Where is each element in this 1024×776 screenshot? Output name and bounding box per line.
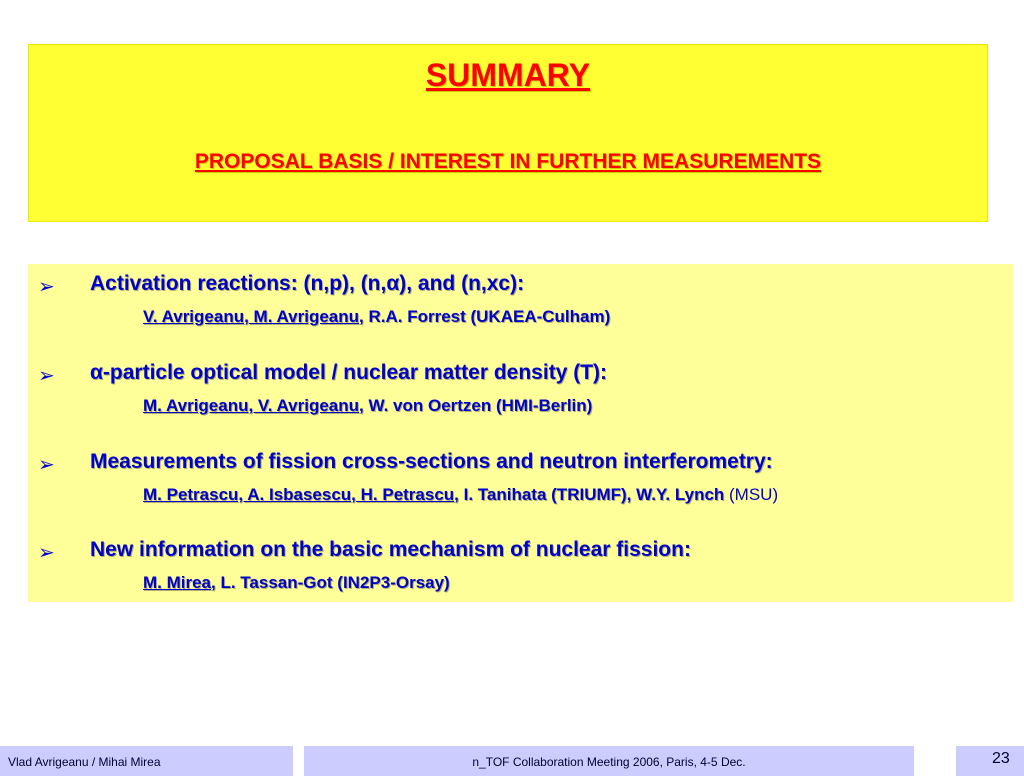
item-names-rest: , W. von Oertzen (HMI-Berlin) [359, 396, 593, 415]
slide-title: SUMMARY [425, 57, 591, 93]
item-names [143, 573, 450, 593]
arrow-bullet-icon: ➢ [38, 454, 55, 476]
footer-page-number: 23 [956, 746, 1024, 776]
content-box [28, 264, 1013, 602]
item-heading: Measurements of fission cross-sections and neutron interferometry: [90, 450, 773, 473]
item-names-underlined: M. Mirea [143, 573, 212, 592]
item-names-underlined: M. Petrascu, A. Isbasescu, H. Petrascu [143, 485, 455, 504]
item-names [143, 307, 610, 327]
item-heading: New information on the basic mechanism of nuclear fission: [90, 538, 691, 561]
item-names [143, 485, 778, 505]
item-names-rest: , R.A. Forrest (UKAEA-Culham) [359, 307, 611, 326]
item-heading: α-particle optical model / nuclear matter density (T): [90, 361, 608, 384]
item-names-rest: , L. Tassan-Got (IN2P3-Orsay) [211, 573, 450, 592]
item-names-underlined: V. Avrigeanu, M. Avrigeanu [143, 307, 360, 326]
arrow-bullet-icon: ➢ [38, 276, 55, 298]
arrow-bullet-icon: ➢ [38, 365, 55, 387]
item-names-rest: , I. Tanihata (TRIUMF), W.Y. Lynch [454, 485, 725, 504]
item-names-plain: (MSU) [724, 485, 779, 504]
arrow-bullet-icon: ➢ [38, 542, 55, 564]
title-box [28, 44, 988, 222]
footer-authors: Vlad Avrigeanu / Mihai Mirea [0, 746, 293, 776]
item-heading: Activation reactions: (n,p), (n,α), and (n,xc): [90, 272, 525, 295]
slide-subtitle: PROPOSAL BASIS / INTEREST IN FURTHER MEASUREMENTS [194, 150, 822, 173]
item-names-underlined: M. Avrigeanu, V. Avrigeanu [143, 396, 360, 415]
item-names [143, 396, 592, 416]
footer-meeting: n_TOF Collaboration Meeting 2006, Paris, 4-5 Dec. [304, 746, 914, 776]
